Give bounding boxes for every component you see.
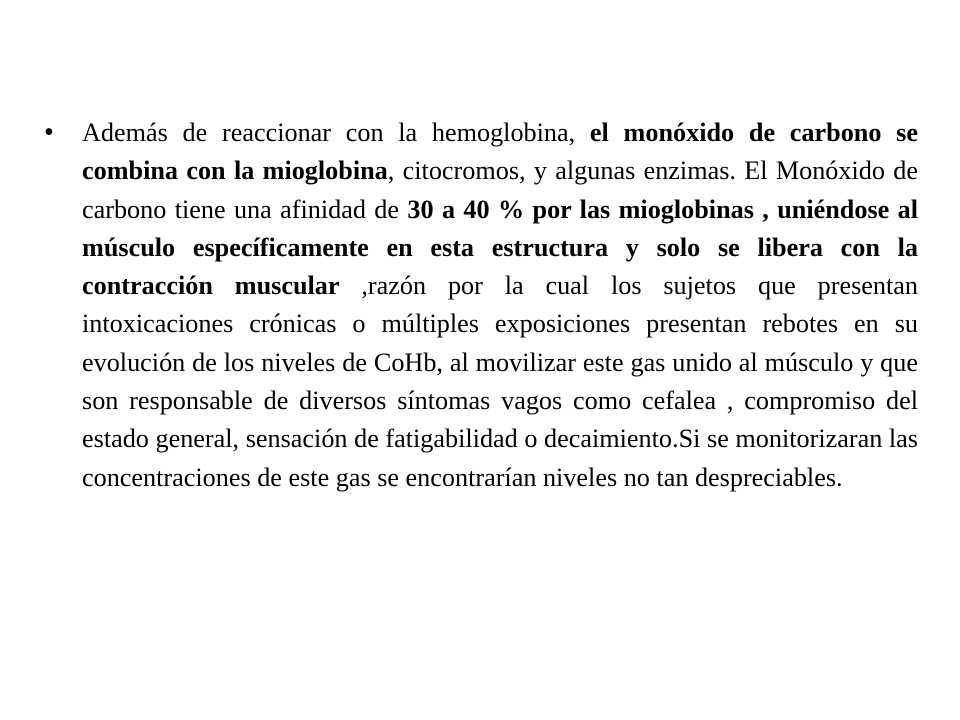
text-segment-regular: Además de reaccionar con la hemoglobina, <box>82 118 590 147</box>
text-segment-bold: el monóxido de carbono se combina con la mioglobina <box>82 118 918 186</box>
bullet-icon: • <box>44 117 54 148</box>
text-segment-bold: 30 a 40 % por las mioglobinas , uniéndose al músculo específicamente en esta estructura y solo se libera con la contracción muscular <box>82 194 919 301</box>
bullet-paragraph <box>82 114 918 497</box>
text-segment-regular: , citocromos, y algunas enzimas. El Monóxido de carbono tiene una afinidad de <box>82 156 918 224</box>
bullet-item <box>44 114 920 497</box>
text-segment-regular: ,razón por la cual los sujetos que presentan intoxicaciones crónicas o múltiples exposiciones presentan rebotes en su evolución de los niveles de CoHb, al movilizar este gas unido al músculo y que son responsable de diversos síntomas vagos como cefalea , compromiso del estado general, sensación de fatigabilidad o decaimiento.Si se monitorizaran las concentraciones de este gas se encontrarían niveles no tan despreciables. <box>82 271 918 492</box>
